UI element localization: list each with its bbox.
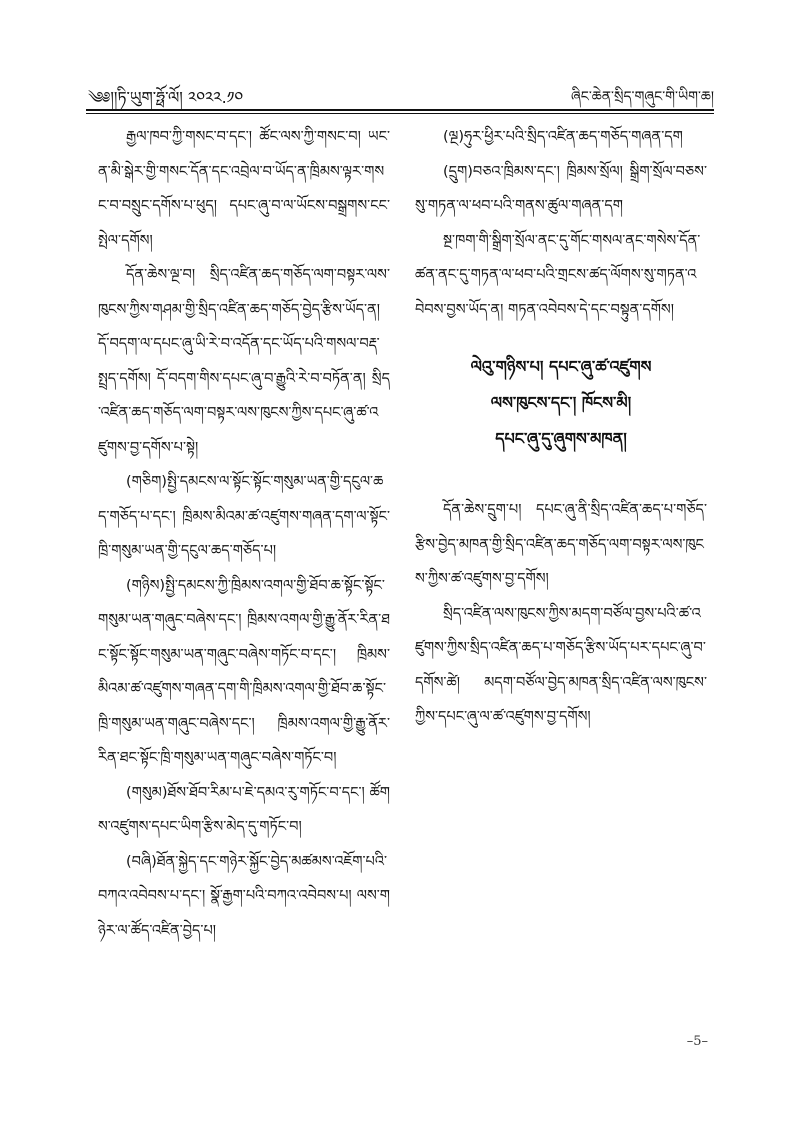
left-column — [98, 120, 390, 948]
paragraph: (གཅིག)སྤྱི་དམངས་ལ་སྟོང་སྟོང་གསུམ་ཡན་གྱི་དངུལ་ཆད་གཅོད་པ་དང་། ཁྲིམས་མིའམ་ཚ་འཛུགས་གཞན་དག་ལ་སྟོང་ཁྲི་གསུམ་ཡན་གྱི་དངུལ་ཆད་གཅོད་པ། — [98, 474, 390, 559]
paragraph: སྲིད་འཛིན་ལས་ཁུངས་ཀྱིས་མདག་བཙོལ་བྱས་པའི་ཚ་འཛུགས་ཀྱིས་སྲིད་འཛིན་ཆད་པ་གཅོད་རྩིས་ཡོད་པར་དཔང་ཞུ་བ་དགོས་ཚེ། མདག་བཙོལ་བྱེད་མཁན་སྲིད་འཛིན་ལས་ཁུངས་ཀྱིས་དཔང་ཞུ་ལ་ཚ་འཛུགས་བྱ་དགོས། — [415, 605, 707, 725]
paragraph: (གཉིས)སྤྱི་དམངས་ཀྱི་ཁྲིམས་འགལ་གྱི་ཐོབ་ཆ་སྟོང་སྟོང་གསུམ་ཡན་གཞུང་བཞེས་དང་། ཁྲིམས་འགལ་གྱི་རྒྱུ་ནོར་རིན་ཐང་སྟོང་སྟོང་གསུམ་ཡན་གཞུང་བཞེས་གཏོང་བ་དང་། ཁྲིམས་མིའམ་ཚ་འཛུགས་གཞན་དག་གི་ཁྲིམས་འགལ་གྱི་ཐོབ་ཆ་སྟོང་ཁྲི་གསུམ་ཡན་གཞུང་བཞེས་དང་། ཁྲིམས་འགལ་གྱི་རྒྱུ་ནོར་རིན་ཐང་སྟོང་ཁྲི་གསུམ་ཡན་གཞུང་བཞེས་གཏོང་བ། — [98, 577, 390, 766]
paragraph: དོན་ཆེས་ལྔ་བ། སྲིད་འཛིན་ཆད་གཅོད་ལག་བསྟར་ལས་ཁུངས་ཀྱིས་གཤམ་གྱི་སྲིད་འཛིན་ཆད་གཅོད་བྱེད་རྩིས་ཡོད་ན། དོ་བདག་ལ་དཔང་ཞུ་ཡི་རེ་བ་འདོན་དང་ཡོད་པའི་གསལ་བརྡ་སྤྲད་དགོས། དོ་བདག་གིས་དཔང་ཞུ་བ་རྒྱུའི་རེ་བ་བཏོན་ན། སྲིད་འཛིན་ཆད་གཅོད་ལག་བསྟར་ལས་ཁུངས་ཀྱིས་དཔང་ཞུ་ཚ་འཛུགས་བྱ་དགོས་པ་སྟེ། — [98, 267, 390, 456]
paragraph: (གསུམ)ཐོས་ཐོབ་རིམ་པ་ཇེ་དམའ་རུ་གཏོང་བ་དང་། ཚོགས་འཛུགས་དཔང་ཡིག་རྩིས་མེད་དུ་གཏོང་བ། — [98, 784, 390, 835]
page-number: –5– — [686, 1034, 708, 1049]
paragraph: རྒྱལ་ཁབ་ཀྱི་གསང་བ་དང་། ཚོང་ལས་ཀྱི་གསང་བ། ཡང་ན་མི་སྒེར་གྱི་གསང་དོན་དང་འབྲེལ་བ་ཡོད་ན་ཁྲིམས་ལྟར་གསང་བ་བསྲུང་དགོས་པ་ཕུད། དཔང་ཞུ་བ་ལ་ཡོངས་བསྒྲགས་ངང་སྤེལ་དགོས། — [98, 129, 390, 249]
paragraph: སྔ་ཁག་གི་སྒྲིག་སྲོལ་ནང་དུ་གོང་གསལ་ནང་གསེས་དོན་ཚན་ནང་དུ་གཏན་ལ་ཕབ་པའི་གྲངས་ཚད་ལོགས་སུ་གཏན་འབེབས་བྱས་ཡོད་ན། གཏན་འབེབས་དེ་དང་བསྟུན་དགོས། — [415, 232, 701, 318]
paragraph: (བཞི)ཐོན་སྐྱེད་དང་གཉེར་སྐྱོང་བྱེད་མཚམས་འཇོག་པའི་བཀའ་འབེབས་པ་དང་། སྣོ་རྒྱག་པའི་བཀའ་འབེབས་པ། ལས་གཉེར་ལ་ཚོད་འཛིན་བྱེད་པ། — [98, 853, 390, 939]
chapter-title-line: ལེའུ་གཉིས་པ། དཔང་ཞུ་ཚ་འཛུགས — [470, 357, 652, 376]
paragraph: (ལྔ)ཧུར་ཕྱིར་པའི་སྲིད་འཛིན་ཆད་གཅོད་གཞན་དག — [443, 129, 683, 145]
right-column — [415, 120, 707, 735]
header-rule-thin — [86, 113, 714, 114]
header-rule — [86, 109, 714, 111]
section-header: ཞིང་ཆེན་སྲིད་གཞུང་གི་ཡིག་ཆ། — [570, 89, 714, 105]
paragraph: དོན་ཆེས་དྲུག་པ། དཔང་ཞུ་ནི་སྲིད་འཛིན་ཆད་པ་གཅོད་རྩིས་བྱེད་མཁན་གྱི་སྲིད་འཛིན་ཆད་གཅོད་ལག་བསྟར་ལས་ཁུངས་ཀྱིས་ཚ་འཛུགས་བྱ་དགོས། — [415, 502, 707, 587]
chapter-title — [415, 349, 707, 457]
chapter-title-line: ལས་ཁུངས་དང་། ཁོངས་མི། — [490, 393, 632, 412]
paragraph: (དྲུག)བཅའ་ཁྲིམས་དང་། ཁྲིམས་སྲོལ། སྒྲིག་སྲོལ་བཅས་སུ་གཏན་ལ་ཕབ་པའི་གནས་ཚུལ་གཞན་དག — [415, 163, 707, 214]
journal-header: ༄༅།།ཏི་ཡུག་ཧྥོ་ལོ། ༢༠༢༢.༡༠ — [88, 88, 244, 107]
chapter-title-line: དཔང་ཞུ་དུ་ཞུགས་མཁན། — [495, 429, 627, 448]
